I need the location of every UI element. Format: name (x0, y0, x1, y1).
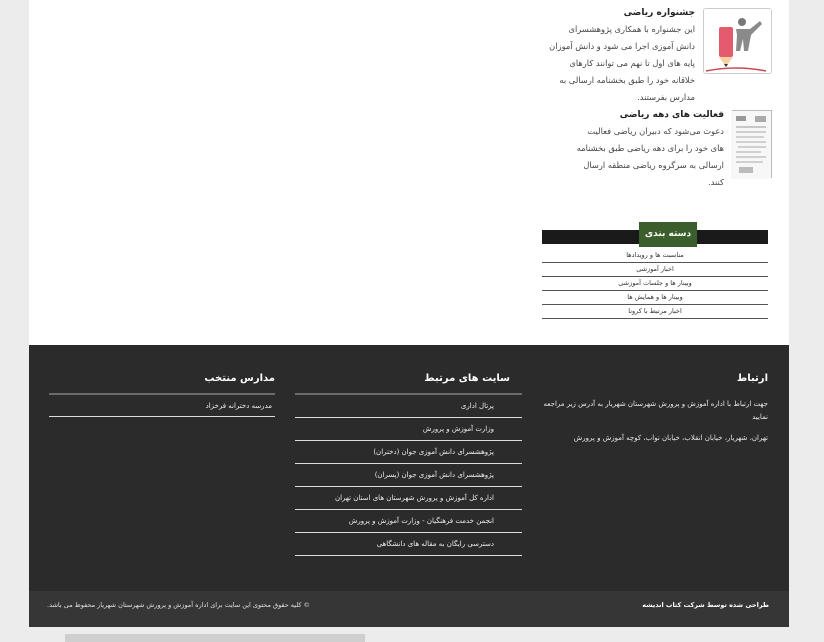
footer-selected-schools (49, 373, 275, 417)
horizontal-scrollbar[interactable] (65, 634, 365, 642)
news-item[interactable] (547, 110, 772, 191)
category-item[interactable]: وبینار ها و جلسات آموزشی (542, 277, 768, 291)
related-link[interactable]: پژوهشسرای دانش آموزی جوان (پسران) (295, 464, 522, 487)
category-widget (542, 222, 768, 319)
copyright-notice: © کلیه حقوق محتوی این سایت برای اداره آموزش و پرورش شهرستان شهریار محفوظ می باشد. (47, 601, 311, 609)
school-link[interactable]: مدرسه دخترانه فرخزاد (49, 395, 275, 417)
contact-title: ارتباط (736, 373, 768, 384)
document-scan-icon[interactable] (732, 110, 772, 178)
category-header-bar (542, 230, 768, 244)
footer (29, 345, 789, 591)
designer-credit[interactable]: طراحی شده توسط شرکت کتاب اندیشه (642, 601, 769, 609)
footer-related-sites (295, 373, 522, 556)
math-teacher-illustration-icon[interactable] (703, 8, 772, 74)
category-item[interactable]: اخبار آموزشی (542, 263, 768, 277)
schools-title: مدارس منتخب (204, 373, 275, 384)
bottom-bar (29, 591, 789, 627)
news-summary: این جشنواره با همکاری پژوهشسرای دانش آموزی اجرا می شود و دانش آموزان پایه های اول تا نهم می توانند کارهای خلاقانه خود را طبق بخشنامه ارسالی به مدارس بفرستند. (549, 24, 695, 102)
category-title: دسته بندی (639, 222, 697, 247)
related-link[interactable]: وزارت آموزش و پرورش (295, 418, 522, 441)
category-item[interactable]: اخبار مرتبط با کرونا (542, 305, 768, 319)
news-summary: دعوت می‌شود که دبیران ریاضی فعالیت های خود را برای دهه ریاضی طبق بخشنامه ارسالی به سرگروه ریاضی منطقه ارسال کنند. (576, 126, 724, 187)
news-title[interactable]: فعالیت های دهه ریاضی (619, 110, 724, 120)
related-link[interactable]: پرتال اداری (295, 395, 522, 418)
contact-text: جهت ارتباط با اداره آموزش و پرورش شهرستان شهریار به آدرس زیر مراجعه نمایید (543, 400, 768, 421)
footer-contact (538, 373, 768, 445)
category-item[interactable]: مناسبت ها و رویدادها (542, 249, 768, 263)
news-item[interactable] (547, 8, 772, 106)
contact-address: تهران، شهریار، خیابان انقلاب، خیابان نواب، کوچه آموزش و پرورش (573, 434, 768, 442)
news-title[interactable]: جشنواره ریاضی (623, 8, 695, 18)
related-link[interactable]: انجمن خدمت فرهنگیان - وزارت آموزش و پرورش (295, 510, 522, 533)
category-item[interactable]: وبینار ها و همایش ها (542, 291, 768, 305)
related-title: سایت های مرتبط (424, 373, 510, 384)
related-link[interactable]: دسترسی رایگان به مقاله های دانشگاهی (295, 533, 522, 556)
related-link[interactable]: اداره کل آموزش و پرورش شهرستان های استان تهران (295, 487, 522, 510)
content-area (29, 0, 789, 345)
related-link[interactable]: پژوهشسرای دانش آموزی جوان (دختران) (295, 441, 522, 464)
